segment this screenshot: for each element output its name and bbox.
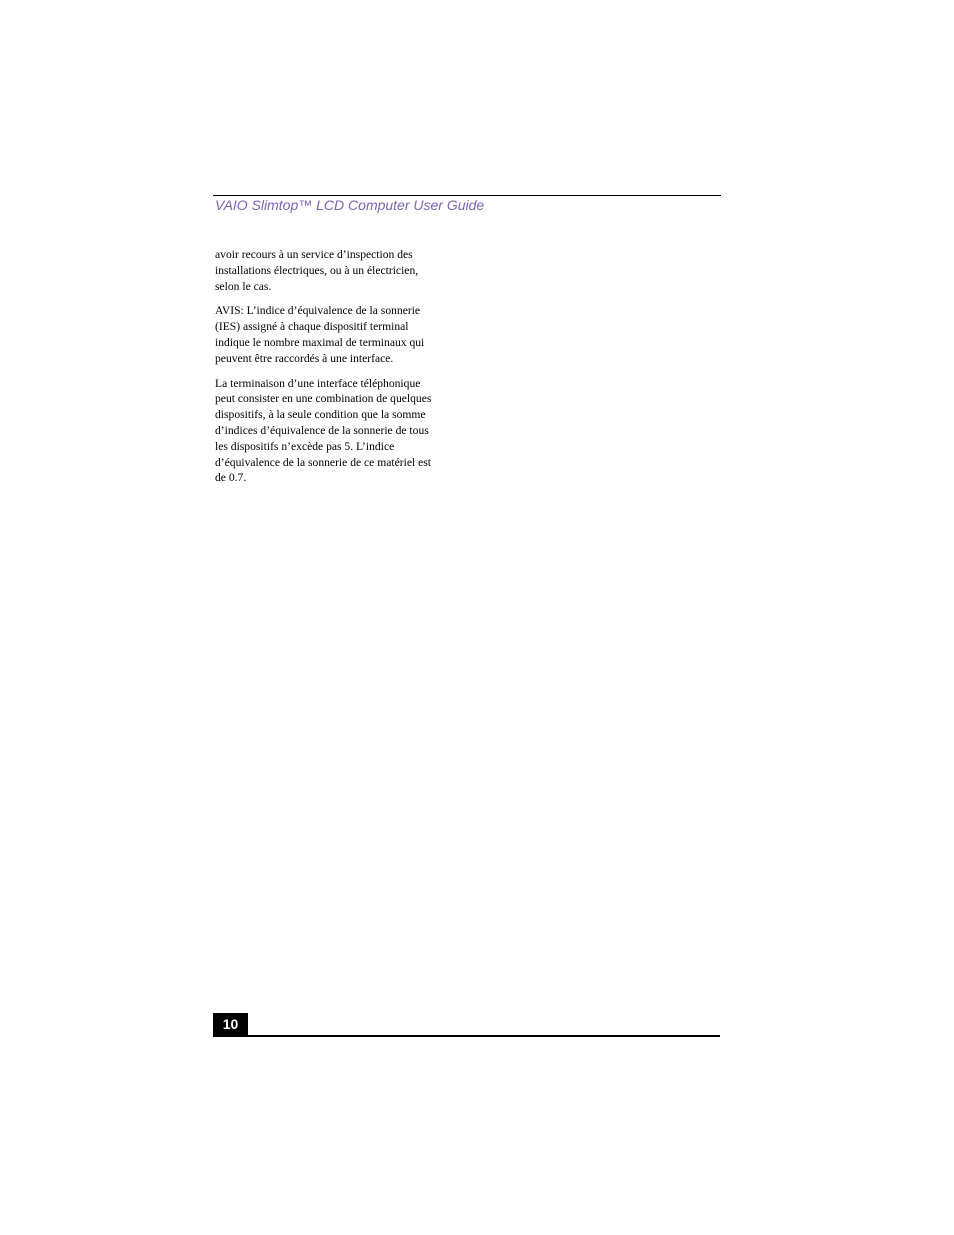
text-line: AVIS: L’indice d’équivalence de la sonnerie [215, 304, 421, 318]
header-rule [213, 195, 721, 196]
text-line: avoir recours à un service d’inspection des [215, 248, 413, 261]
text-line: dispositifs, à la seule condition que la somme [215, 408, 426, 422]
text-line: de 0.7. [215, 471, 247, 485]
paragraph-1 [215, 247, 453, 294]
text-line: (IES) assigné à chaque dispositif terminal [215, 320, 409, 334]
text-line: peuvent être raccordés à une interface. [215, 351, 394, 365]
text-line: d’indices d’équivalence de la sonnerie de tous [215, 423, 429, 437]
text-line: indique le nombre maximal de terminaux qui [215, 335, 425, 349]
footer-rule [213, 1035, 720, 1037]
document-title: VAIO Slimtop™ LCD Computer User Guide [215, 197, 485, 213]
text-line: les dispositifs n’excède pas 5. L’indice [215, 439, 395, 453]
page-number: 10 [213, 1013, 248, 1036]
text-line: La terminaison d’une interface téléphonique [215, 376, 421, 390]
text-line: selon le cas. [215, 279, 272, 293]
text-line: d’équivalence de la sonnerie de ce matériel est [215, 455, 431, 469]
paragraph-3 [215, 376, 453, 487]
text-line: installations électriques, ou à un électricien, [215, 263, 419, 277]
text-line: peut consister en une combination de quelques [215, 392, 432, 406]
body-text [215, 247, 453, 495]
paragraph-2 [215, 303, 453, 366]
